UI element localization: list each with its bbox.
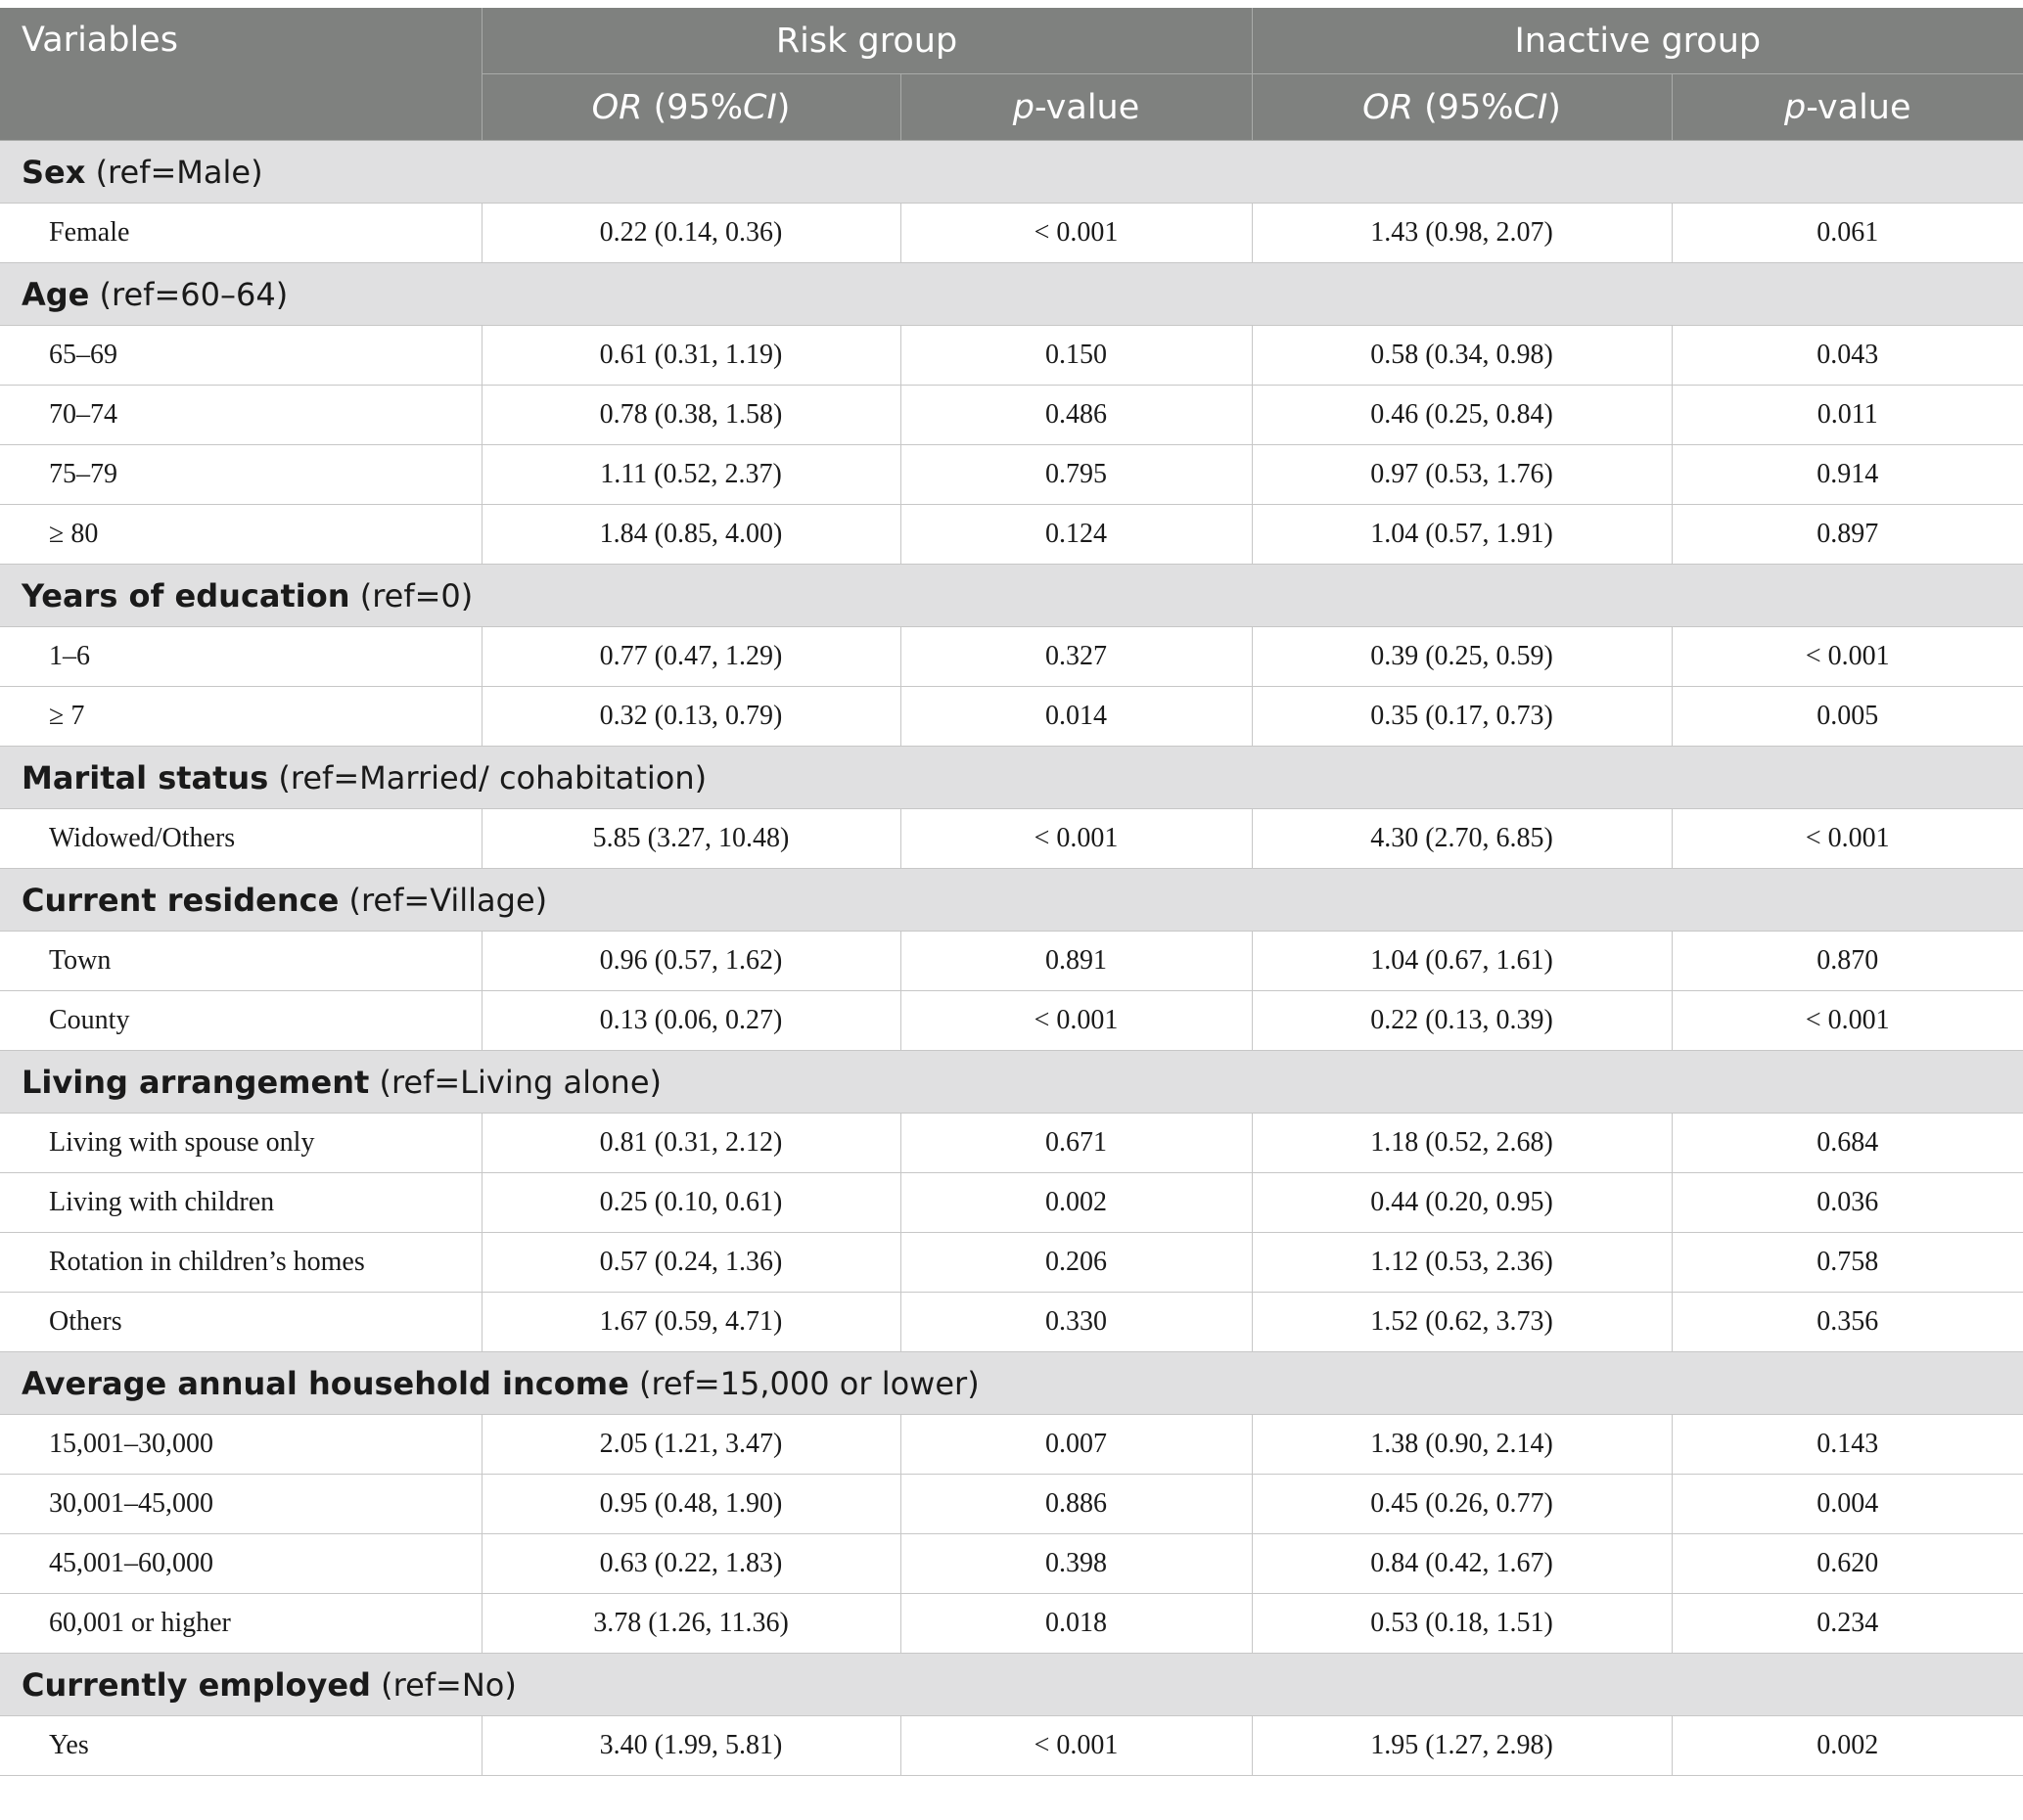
risk-p-cell: 0.014	[900, 687, 1252, 747]
inactive-p-cell: 0.005	[1672, 687, 2023, 747]
table-row	[0, 505, 2023, 565]
section-ref: (ref=No)	[370, 1665, 517, 1704]
section-row	[0, 1654, 2023, 1716]
inactive-or-cell: 0.97 (0.53, 1.76)	[1252, 445, 1672, 505]
inactive-p-cell: 0.870	[1672, 932, 2023, 991]
row-label: Female	[0, 204, 482, 263]
inactive-p-cell: < 0.001	[1672, 991, 2023, 1051]
section-header	[0, 869, 2023, 932]
inactive-or-cell: 0.39 (0.25, 0.59)	[1252, 627, 1672, 687]
inactive-p-cell: 0.036	[1672, 1173, 2023, 1233]
inactive-p-cell: 0.011	[1672, 386, 2023, 445]
risk-p-cell: 0.206	[900, 1233, 1252, 1293]
inactive-or-cell: 1.52 (0.62, 3.73)	[1252, 1293, 1672, 1352]
inactive-or-cell: 4.30 (2.70, 6.85)	[1252, 809, 1672, 869]
risk-or-cell: 0.25 (0.10, 0.61)	[482, 1173, 900, 1233]
section-row	[0, 869, 2023, 932]
row-label: Living with spouse only	[0, 1114, 482, 1173]
risk-p-header: p-value	[900, 74, 1252, 141]
table-row	[0, 1594, 2023, 1654]
risk-p-cell: 0.018	[900, 1594, 1252, 1654]
row-label: Rotation in children’s homes	[0, 1233, 482, 1293]
table-row	[0, 1114, 2023, 1173]
table-row	[0, 1173, 2023, 1233]
section-ref: (ref=Living alone)	[369, 1063, 662, 1101]
risk-or-cell: 0.96 (0.57, 1.62)	[482, 932, 900, 991]
risk-p-cell: 0.886	[900, 1475, 1252, 1534]
table-row	[0, 1475, 2023, 1534]
risk-group-header: Risk group	[482, 8, 1252, 74]
table-row	[0, 627, 2023, 687]
inactive-or-cell: 1.04 (0.57, 1.91)	[1252, 505, 1672, 565]
risk-p-cell: 0.002	[900, 1173, 1252, 1233]
risk-or-cell: 0.63 (0.22, 1.83)	[482, 1534, 900, 1594]
section-title: Average annual household income	[22, 1364, 629, 1402]
row-label: Others	[0, 1293, 482, 1352]
inactive-or-header: OR (95%CI)	[1252, 74, 1672, 141]
inactive-or-cell: 1.18 (0.52, 2.68)	[1252, 1114, 1672, 1173]
inactive-p-cell: 0.043	[1672, 326, 2023, 386]
section-header	[0, 1352, 2023, 1415]
table-row	[0, 1534, 2023, 1594]
row-label: 15,001–30,000	[0, 1415, 482, 1475]
inactive-or-cell: 1.95 (1.27, 2.98)	[1252, 1716, 1672, 1776]
risk-p-cell: < 0.001	[900, 991, 1252, 1051]
inactive-p-cell: < 0.001	[1672, 809, 2023, 869]
inactive-p-cell: 0.356	[1672, 1293, 2023, 1352]
inactive-or-cell: 0.44 (0.20, 0.95)	[1252, 1173, 1672, 1233]
risk-p-cell: 0.671	[900, 1114, 1252, 1173]
regression-table	[0, 8, 2023, 1776]
table-row	[0, 204, 2023, 263]
risk-or-cell: 1.11 (0.52, 2.37)	[482, 445, 900, 505]
row-label: 65–69	[0, 326, 482, 386]
risk-p-cell: < 0.001	[900, 1716, 1252, 1776]
section-title: Current residence	[22, 881, 340, 919]
table-header	[0, 8, 2023, 141]
section-header	[0, 1051, 2023, 1114]
section-title: Age	[22, 275, 90, 313]
inactive-or-cell: 0.35 (0.17, 0.73)	[1252, 687, 1672, 747]
row-label: 1–6	[0, 627, 482, 687]
inactive-p-cell: 0.914	[1672, 445, 2023, 505]
risk-p-cell: 0.486	[900, 386, 1252, 445]
risk-p-cell: 0.330	[900, 1293, 1252, 1352]
section-title: Years of education	[22, 576, 350, 614]
section-title: Marital status	[22, 758, 269, 796]
section-row	[0, 1352, 2023, 1415]
table-row	[0, 991, 2023, 1051]
inactive-p-cell: 0.620	[1672, 1534, 2023, 1594]
risk-or-cell: 3.40 (1.99, 5.81)	[482, 1716, 900, 1776]
section-row	[0, 565, 2023, 627]
risk-p-cell: 0.007	[900, 1415, 1252, 1475]
section-ref: (ref=0)	[349, 576, 474, 614]
row-label: ≥ 7	[0, 687, 482, 747]
table-row	[0, 326, 2023, 386]
section-header	[0, 1654, 2023, 1716]
risk-or-cell: 0.61 (0.31, 1.19)	[482, 326, 900, 386]
inactive-p-cell: 0.061	[1672, 204, 2023, 263]
inactive-or-cell: 0.84 (0.42, 1.67)	[1252, 1534, 1672, 1594]
row-label: Widowed/Others	[0, 809, 482, 869]
inactive-p-cell: 0.004	[1672, 1475, 2023, 1534]
inactive-p-cell: 0.897	[1672, 505, 2023, 565]
row-label: ≥ 80	[0, 505, 482, 565]
table-row	[0, 687, 2023, 747]
row-label: 30,001–45,000	[0, 1475, 482, 1534]
table-row	[0, 1233, 2023, 1293]
inactive-p-cell: 0.758	[1672, 1233, 2023, 1293]
section-row	[0, 141, 2023, 204]
risk-or-cell: 0.81 (0.31, 2.12)	[482, 1114, 900, 1173]
risk-or-header: OR (95%CI)	[482, 74, 900, 141]
risk-or-cell: 1.67 (0.59, 4.71)	[482, 1293, 900, 1352]
row-label: Living with children	[0, 1173, 482, 1233]
risk-or-cell: 0.77 (0.47, 1.29)	[482, 627, 900, 687]
row-label: 45,001–60,000	[0, 1534, 482, 1594]
risk-p-cell: 0.327	[900, 627, 1252, 687]
table-row	[0, 1293, 2023, 1352]
risk-p-cell: 0.795	[900, 445, 1252, 505]
inactive-or-cell: 0.53 (0.18, 1.51)	[1252, 1594, 1672, 1654]
row-label: County	[0, 991, 482, 1051]
section-title: Currently employed	[22, 1665, 371, 1704]
risk-or-cell: 0.78 (0.38, 1.58)	[482, 386, 900, 445]
section-title: Living arrangement	[22, 1063, 370, 1101]
inactive-p-header: p-value	[1672, 74, 2023, 141]
risk-or-cell: 0.57 (0.24, 1.36)	[482, 1233, 900, 1293]
section-ref: (ref=Village)	[339, 881, 548, 919]
table-body	[0, 141, 2023, 1776]
inactive-or-cell: 0.58 (0.34, 0.98)	[1252, 326, 1672, 386]
risk-or-cell: 3.78 (1.26, 11.36)	[482, 1594, 900, 1654]
row-label: Town	[0, 932, 482, 991]
inactive-or-cell: 0.45 (0.26, 0.77)	[1252, 1475, 1672, 1534]
inactive-or-cell: 0.46 (0.25, 0.84)	[1252, 386, 1672, 445]
section-ref: (ref=Married/ cohabitation)	[268, 758, 708, 796]
table-row	[0, 386, 2023, 445]
section-title: Sex	[22, 153, 86, 191]
section-header	[0, 747, 2023, 809]
inactive-p-cell: 0.002	[1672, 1716, 2023, 1776]
risk-or-cell: 0.95 (0.48, 1.90)	[482, 1475, 900, 1534]
inactive-p-cell: 0.234	[1672, 1594, 2023, 1654]
section-ref: (ref=15,000 or lower)	[628, 1364, 980, 1402]
table-row	[0, 1415, 2023, 1475]
risk-p-cell: < 0.001	[900, 809, 1252, 869]
section-ref: (ref=Male)	[85, 153, 263, 191]
section-header	[0, 565, 2023, 627]
risk-p-cell: 0.150	[900, 326, 1252, 386]
inactive-or-cell: 1.43 (0.98, 2.07)	[1252, 204, 1672, 263]
risk-or-cell: 1.84 (0.85, 4.00)	[482, 505, 900, 565]
row-label: 70–74	[0, 386, 482, 445]
risk-or-cell: 5.85 (3.27, 10.48)	[482, 809, 900, 869]
inactive-or-cell: 0.22 (0.13, 0.39)	[1252, 991, 1672, 1051]
risk-p-cell: 0.124	[900, 505, 1252, 565]
section-ref: (ref=60–64)	[89, 275, 289, 313]
inactive-or-cell: 1.38 (0.90, 2.14)	[1252, 1415, 1672, 1475]
table-row	[0, 445, 2023, 505]
risk-p-cell: < 0.001	[900, 204, 1252, 263]
row-label: 75–79	[0, 445, 482, 505]
inactive-group-header: Inactive group	[1252, 8, 2023, 74]
risk-or-cell: 2.05 (1.21, 3.47)	[482, 1415, 900, 1475]
variables-header: Variables	[0, 8, 482, 141]
inactive-p-cell: 0.143	[1672, 1415, 2023, 1475]
risk-or-cell: 0.22 (0.14, 0.36)	[482, 204, 900, 263]
inactive-p-cell: < 0.001	[1672, 627, 2023, 687]
section-row	[0, 1051, 2023, 1114]
table-row	[0, 1716, 2023, 1776]
inactive-or-cell: 1.12 (0.53, 2.36)	[1252, 1233, 1672, 1293]
section-header	[0, 141, 2023, 204]
row-label: 60,001 or higher	[0, 1594, 482, 1654]
inactive-or-cell: 1.04 (0.67, 1.61)	[1252, 932, 1672, 991]
risk-or-cell: 0.13 (0.06, 0.27)	[482, 991, 900, 1051]
row-label: Yes	[0, 1716, 482, 1776]
table-row	[0, 932, 2023, 991]
risk-p-cell: 0.398	[900, 1534, 1252, 1594]
inactive-p-cell: 0.684	[1672, 1114, 2023, 1173]
risk-or-cell: 0.32 (0.13, 0.79)	[482, 687, 900, 747]
table-row	[0, 809, 2023, 869]
risk-p-cell: 0.891	[900, 932, 1252, 991]
section-row	[0, 747, 2023, 809]
section-header	[0, 263, 2023, 326]
section-row	[0, 263, 2023, 326]
